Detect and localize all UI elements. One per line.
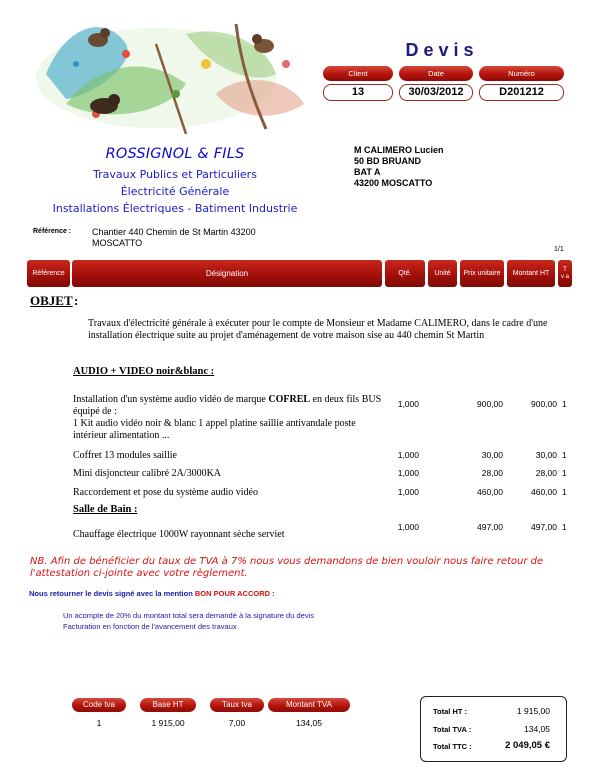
total-ht-label: Total HT :	[433, 707, 468, 716]
reference-line-2: MOSCATTO	[92, 238, 143, 248]
tva-rate-header: Taux tva	[210, 698, 264, 712]
line-item-description: Chauffage électrique 1000W rayonnant sèche serviet	[73, 529, 285, 540]
page-number: 1/1	[554, 246, 564, 253]
line-item-unit-price: 28,00	[481, 468, 503, 478]
return-instruction: Nous retourner le devis signé avec la mention BON POUR ACCORD :	[29, 589, 275, 598]
total-tva-value: 134,05	[524, 724, 550, 734]
tva-amount-value: 134,05	[296, 718, 322, 728]
line-item-qty: 1,000	[397, 450, 419, 460]
client-number: 13	[323, 84, 393, 101]
tva-amount-header: Montant TVA	[268, 698, 350, 712]
th-designation: Désignation	[72, 260, 382, 287]
th-qty: Qté.	[385, 260, 425, 287]
company-tagline-2: Électricité Générale	[120, 185, 230, 198]
line-item-amount: 497,00	[531, 522, 557, 532]
client-label: Client	[323, 66, 393, 81]
line-item-tva: 1	[562, 468, 567, 478]
client-building: BAT A	[354, 167, 381, 177]
line-item-unit-price: 30,00	[481, 450, 503, 460]
total-ht-value: 1 915,00	[516, 706, 550, 716]
line-item-qty: 1,000	[397, 522, 419, 532]
objet-label: OBJET	[30, 293, 73, 308]
company-name: ROSSIGNOL & FILS	[105, 146, 245, 162]
reference-label: Référence :	[33, 228, 72, 235]
facturation-note: Facturation en fonction de l'avancement des travaux	[63, 622, 237, 631]
line-item-tva: 1	[562, 522, 567, 532]
tva-rate-value: 7,00	[228, 718, 246, 728]
document-title: Devis	[405, 40, 479, 60]
th-amount: Montant HT	[507, 260, 555, 287]
client-street: 50 BD BRUAND	[354, 156, 422, 166]
line-item-amount: 900,00	[531, 399, 557, 409]
line-item-amount: 460,00	[531, 487, 557, 497]
section-salle-de-bain-title: Salle de Bain :	[73, 504, 138, 515]
line-item-description: Raccordement et pose du système audio vidéo	[73, 487, 258, 498]
company-tagline-1: Travaux Publics et Particuliers	[93, 168, 257, 181]
tva-base-value: 1 915,00	[151, 718, 185, 728]
acompte-note: Un acompte de 20% du montant total sera demandé à la signature du devis	[63, 611, 314, 620]
th-reference: Référence	[27, 260, 70, 287]
th-unit: Unité	[428, 260, 457, 287]
line-item-description: Mini disjoncteur calibré 2A/3000KA	[73, 468, 222, 479]
tva-code-value: 1	[96, 718, 102, 728]
line-item-qty: 1,000	[397, 399, 419, 409]
line-item-tva: 1	[562, 487, 567, 497]
total-tva-label: Total TVA :	[433, 725, 472, 734]
line-item-tva: 1	[562, 450, 567, 460]
line-item-description: Installation d'un système audio vidéo de marque COFREL en deux fils BUS équipé de : 1 Kit audio vidéo noir & blanc 1 appel platine saillie antivandale poste intérieur alimentation ...	[73, 394, 382, 441]
line-item-qty: 1,000	[397, 487, 419, 497]
line-item-amount: 28,00	[535, 468, 557, 478]
client-city: 43200 MOSCATTO	[354, 178, 433, 188]
tva-base-header: Base HT	[140, 698, 196, 712]
tva-code-header: Code tva	[72, 698, 126, 712]
date-label: Date	[399, 66, 473, 81]
line-item-description: Coffret 13 modules saillie	[73, 450, 177, 461]
total-ttc-label: Total TTC :	[433, 742, 472, 751]
th-tva: T v a	[558, 260, 572, 287]
tva-note: NB. Afin de bénéficier du taux de TVA à 7% nous vous demandons de bien vouloir nous faire retour de l'attestation ci-jointe avec votre règlement.	[30, 556, 544, 579]
company-tagline-3: Installations Électriques - Batiment Industrie	[52, 202, 298, 215]
line-item-unit-price: 497,00	[477, 522, 503, 532]
company-logo-illustration	[36, 4, 314, 142]
line-item-qty: 1,000	[397, 468, 419, 478]
line-item-amount: 30,00	[535, 450, 557, 460]
line-item-unit-price: 460,00	[477, 487, 503, 497]
line-item-tva: 1	[562, 399, 567, 409]
total-ttc-value: 2 049,05 €	[505, 740, 550, 751]
objet-colon: :	[74, 293, 79, 308]
line-item-unit-price: 900,00	[477, 399, 503, 409]
numero-label: Numéro	[479, 66, 564, 81]
reference-line-1: Chantier 440 Chemin de St Martin 43200	[92, 227, 256, 237]
objet-description: Travaux d'électricité générale à exécuter pour le compte de Monsieur et Madame CALIMERO, dans le cadre d'une installation électrique suite au projet d'aménagement de votre maison sise au 440 chemin St Martin	[88, 318, 548, 341]
section-audio-video-title: AUDIO + VIDEO noir&blanc :	[73, 366, 215, 377]
document-date: 30/03/2012	[399, 84, 473, 101]
client-name: M CALIMERO Lucien	[354, 145, 444, 155]
th-unit-price: Prix unitaire	[460, 260, 504, 287]
document-number: D201212	[479, 84, 564, 101]
